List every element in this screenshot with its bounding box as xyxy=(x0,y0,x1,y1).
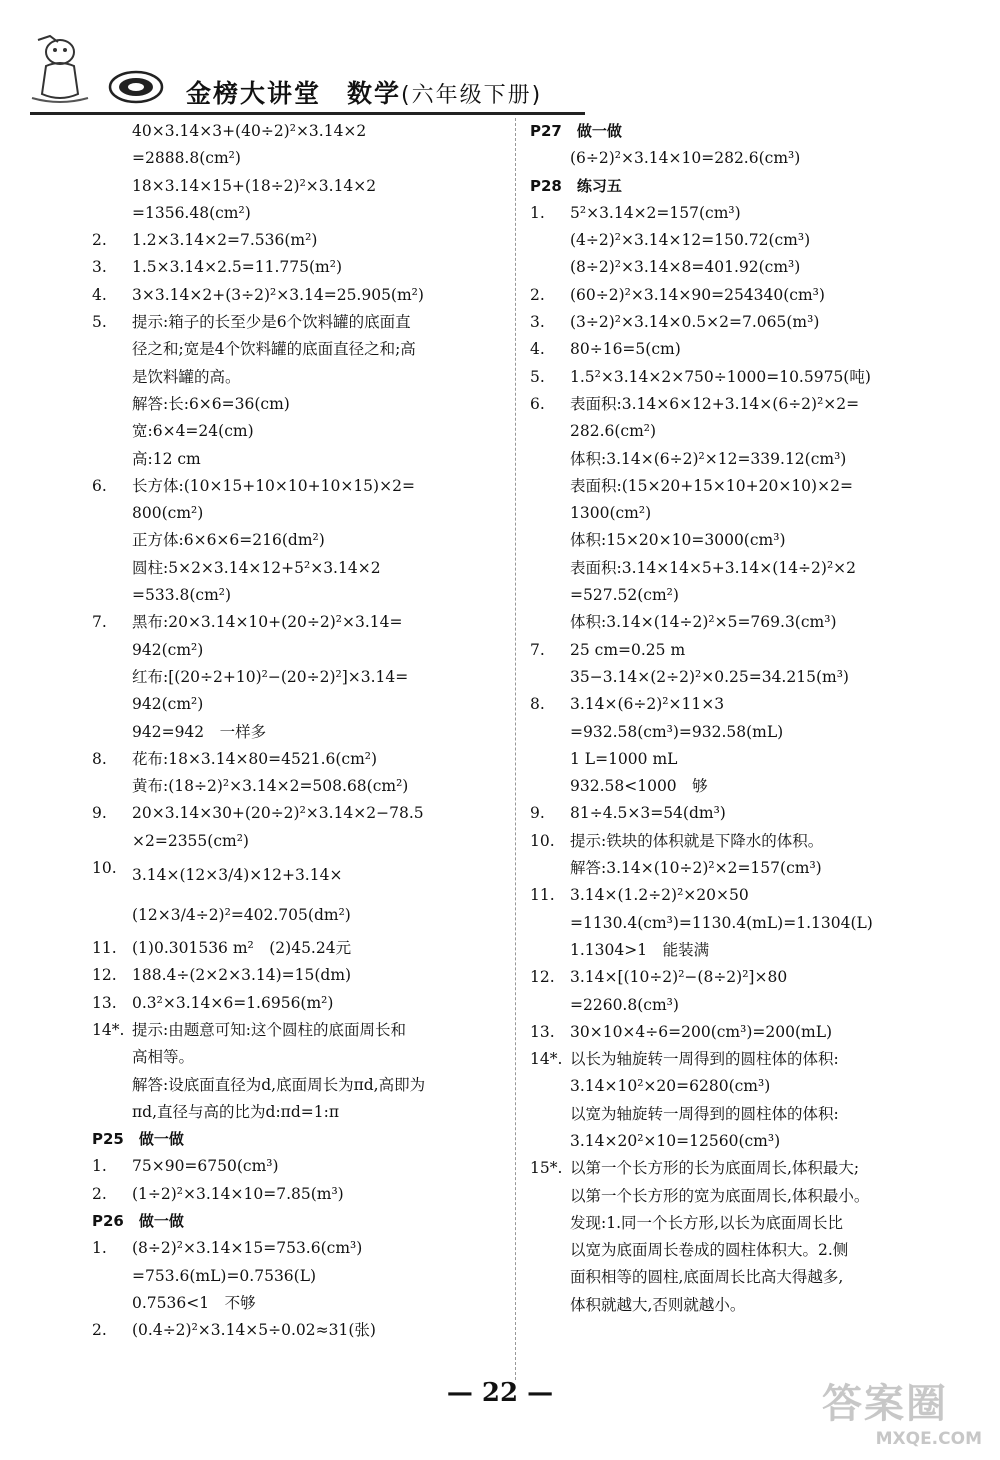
answer-line: 花布:18×3.14×80=4521.6(cm²) xyxy=(132,749,378,768)
answer-item xyxy=(92,800,504,855)
answer-item xyxy=(530,336,942,363)
section-page: P28 xyxy=(530,176,562,195)
item-number: 7. xyxy=(530,640,545,659)
answer-line: 3.14×20²×10=12560(cm³) xyxy=(570,1131,781,1150)
item-number: 1. xyxy=(530,203,545,222)
item-number: 3. xyxy=(92,258,107,277)
item-number: 4. xyxy=(530,340,545,359)
answer-item xyxy=(530,1019,942,1046)
answer-line: 1300(cm²) xyxy=(570,504,652,523)
section-heading xyxy=(92,1208,504,1235)
item-number: 1. xyxy=(92,1239,107,1258)
answer-line: 发现:1.同一个长方形,以长为底面周长比 xyxy=(570,1213,843,1232)
watermark-logo-text: 答案圈 xyxy=(822,1381,948,1427)
left-column xyxy=(92,118,504,1344)
section-page: P27 xyxy=(530,122,562,140)
answer-line: =2260.8(cm³) xyxy=(570,995,679,1014)
answer-line: =753.6(mL)=0.7536(L) xyxy=(132,1266,317,1285)
answer-item xyxy=(92,609,504,745)
answer-item xyxy=(92,118,504,227)
answer-line: (1)0.301536 m² (2)45.24元 xyxy=(132,939,352,958)
answer-item xyxy=(92,935,504,962)
item-number: 13. xyxy=(530,1022,555,1041)
answer-line: 932.58<1000 够 xyxy=(570,777,708,796)
item-number: 5. xyxy=(530,367,545,386)
item-number: 8. xyxy=(530,695,545,714)
answer-line: =1356.48(cm²) xyxy=(132,203,251,222)
header-title xyxy=(186,74,542,110)
answer-line: 3.14×10²×20=6280(cm³) xyxy=(570,1077,771,1096)
answer-item xyxy=(530,800,942,827)
answer-line: =932.58(cm³)=932.58(mL) xyxy=(570,722,784,741)
answer-line: 35−3.14×(2÷2)²×0.25=34.215(m³) xyxy=(570,667,849,686)
answer-line: =533.8(cm²) xyxy=(132,586,232,605)
answer-item xyxy=(530,200,942,282)
answer-line: 1.2×3.14×2=7.536(m²) xyxy=(132,231,318,250)
answer-line: 圆柱:5×2×3.14×12+5²×3.14×2 xyxy=(132,558,381,577)
item-number: 2. xyxy=(530,285,545,304)
answer-item xyxy=(92,962,504,989)
answer-line: 1.1304>1 能装满 xyxy=(570,940,710,959)
item-number: 15*. xyxy=(530,1159,563,1178)
answer-item xyxy=(530,964,942,1019)
header-rule xyxy=(30,112,585,115)
answer-item xyxy=(92,746,504,801)
answer-item xyxy=(530,364,942,391)
item-number: 10. xyxy=(92,859,117,878)
answer-line: (4÷2)²×3.14×12=150.72(cm³) xyxy=(570,231,811,250)
grade-label: (六年级下册) xyxy=(401,83,543,108)
answer-line: (12×3/4÷2)²=402.705(dm²) xyxy=(132,906,351,925)
answer-line: 81÷4.5×3=54(dm³) xyxy=(570,804,726,823)
answer-line: 高相等。 xyxy=(132,1048,195,1067)
answer-item xyxy=(92,1235,504,1317)
answer-item xyxy=(92,309,504,473)
item-number: 2. xyxy=(92,1184,107,1203)
answer-line: 黄布:(18÷2)²×3.14×2=508.68(cm²) xyxy=(132,777,409,796)
section-heading xyxy=(92,1126,504,1153)
item-number: 10. xyxy=(530,831,555,850)
item-number: 8. xyxy=(92,749,107,768)
answer-line: 黑布:20×3.14×10+(20÷2)²×3.14= xyxy=(132,613,403,632)
section-page: P25 xyxy=(92,1130,124,1149)
answer-line: =1130.4(cm³)=1130.4(mL)=1.1304(L) xyxy=(570,913,873,932)
section-page: P26 xyxy=(92,1211,124,1230)
section-title: 做一做 xyxy=(138,1130,184,1149)
answer-line: 0.3²×3.14×6=1.6956(m²) xyxy=(132,993,334,1012)
item-number: 2. xyxy=(92,231,107,250)
answer-line: 942(cm²) xyxy=(132,695,204,714)
answer-line: (60÷2)²×3.14×90=254340(cm³) xyxy=(570,285,825,304)
answer-line: 表面积:(15×20+15×10+20×10)×2= xyxy=(570,476,853,495)
answer-line: 表面积:3.14×6×12+3.14×(6÷2)²×2= xyxy=(570,394,860,413)
answer-line: 3.14×[(10÷2)²−(8÷2)²]×80 xyxy=(570,968,788,987)
page-header xyxy=(0,0,1000,110)
answer-line: 提示:铁块的体积就是下降水的体积。 xyxy=(570,831,824,850)
answer-line: 以长为轴旋转一周得到的圆柱体的体积: xyxy=(570,1050,839,1069)
item-number: 14*. xyxy=(92,1020,125,1039)
item-number: 6. xyxy=(530,394,545,413)
watermark xyxy=(822,1372,982,1452)
answer-line: 宽:6×4=24(cm) xyxy=(132,422,254,441)
answer-line: 长方体:(10×15+10×10+10×15)×2= xyxy=(132,476,415,495)
watermark-url: MXQE.COM xyxy=(875,1429,982,1449)
logo-icon xyxy=(108,70,164,104)
answer-line: 80÷16=5(cm) xyxy=(570,340,681,359)
item-number: 1. xyxy=(92,1157,107,1176)
answer-item xyxy=(530,309,942,336)
item-number: 5. xyxy=(92,313,107,332)
answer-line: 20×3.14×30+(20÷2)²×3.14×2−78.5 xyxy=(132,804,424,823)
answer-line: 体积:15×20×10=3000(cm³) xyxy=(570,531,786,550)
section-title: 做一做 xyxy=(576,122,622,140)
answer-item xyxy=(92,1317,504,1344)
answer-line: 体积就越大,否则就越小。 xyxy=(570,1295,746,1314)
answer-line: 高:12 cm xyxy=(132,449,201,468)
answer-line: 是饮料罐的高。 xyxy=(132,367,241,386)
answer-line: 30×10×4÷6=200(cm³)=200(mL) xyxy=(570,1022,833,1041)
answer-line: 面积相等的圆柱,底面周长比高大得越多, xyxy=(570,1268,844,1287)
answer-line: 188.4÷(2×2×3.14)=15(dm) xyxy=(132,966,352,985)
answer-line: 942=942 一样多 xyxy=(132,722,267,741)
item-number: 11. xyxy=(92,939,117,958)
item-number: 2. xyxy=(92,1321,107,1340)
answer-item xyxy=(530,391,942,637)
answer-line: 5²×3.14×2=157(cm³) xyxy=(570,203,741,222)
page-number: — 22 — xyxy=(446,1378,554,1408)
answer-line: πd,直径与高的比为d:πd=1:π xyxy=(132,1102,340,1121)
answer-line: 解答:设底面直径为d,底面周长为πd,高即为 xyxy=(132,1075,426,1094)
answer-line: 以宽为轴旋转一周得到的圆柱体的体积: xyxy=(570,1104,839,1123)
brand-name: 金榜大讲堂 xyxy=(186,79,322,108)
answer-line: 以宽为底面周长卷成的圆柱体积大。2.侧 xyxy=(570,1241,849,1260)
answer-line: 3.14×(1.2÷2)²×20×50 xyxy=(570,886,749,905)
answer-line: ×2=2355(cm²) xyxy=(132,831,249,850)
answer-line: 3×3.14×2+(3÷2)²×3.14=25.905(m²) xyxy=(132,285,424,304)
answer-line: 18×3.14×15+(18÷2)²×3.14×2 xyxy=(132,176,377,195)
answer-line: 800(cm²) xyxy=(132,504,204,523)
answer-line: 解答:3.14×(10÷2)²×2=157(cm³) xyxy=(570,859,822,878)
answer-item xyxy=(530,882,942,964)
item-number: 12. xyxy=(92,966,117,985)
answer-line: 1.5×3.14×2.5=11.775(m²) xyxy=(132,258,343,277)
answer-line: (8÷2)²×3.14×8=401.92(cm³) xyxy=(570,258,801,277)
item-number: 7. xyxy=(92,613,107,632)
answer-line: 体积:3.14×(6÷2)²×12=339.12(cm³) xyxy=(570,449,847,468)
answer-line: 以第一个长方形的宽为底面周长,体积最小。 xyxy=(570,1186,870,1205)
item-number: 3. xyxy=(530,313,545,332)
section-heading xyxy=(530,118,942,145)
item-number: 9. xyxy=(530,804,545,823)
section-title: 做一做 xyxy=(138,1211,184,1230)
item-number: 13. xyxy=(92,993,117,1012)
answer-line: 红布:[(20÷2+10)²−(20÷2)²]×3.14= xyxy=(132,667,409,686)
answer-line: 282.6(cm²) xyxy=(570,422,657,441)
answer-line: 以第一个长方形的长为底面周长,体积最大; xyxy=(570,1159,860,1178)
answer-item xyxy=(92,990,504,1017)
section-title: 练习五 xyxy=(576,176,622,195)
answer-line: =527.52(cm²) xyxy=(570,586,679,605)
right-column xyxy=(530,118,942,1319)
answer-item xyxy=(92,1017,504,1126)
answer-item xyxy=(530,1046,942,1155)
subject-name: 数学 xyxy=(347,79,402,108)
answer-line: 解答:长:6×6=36(cm) xyxy=(132,394,290,413)
answer-line: 3.14×(12×3/4)×12+3.14× xyxy=(132,866,343,885)
item-number: 12. xyxy=(530,968,555,987)
answer-item xyxy=(92,1153,504,1180)
answer-line: (8÷2)²×3.14×15=753.6(cm³) xyxy=(132,1239,363,1258)
answer-item xyxy=(92,1181,504,1208)
answer-line: (6÷2)²×3.14×10=282.6(cm³) xyxy=(570,149,801,168)
answer-line: 提示:由题意可知:这个圆柱的底面周长和 xyxy=(132,1020,406,1039)
answer-line: 体积:3.14×(14÷2)²×5=769.3(cm³) xyxy=(570,613,837,632)
item-number: 9. xyxy=(92,804,107,823)
column-divider xyxy=(515,118,516,1380)
answer-line: 75×90=6750(cm³) xyxy=(132,1157,279,1176)
answer-line: 40×3.14×3+(40÷2)²×3.14×2 xyxy=(132,122,367,140)
answer-item xyxy=(530,637,942,692)
answer-item xyxy=(530,691,942,800)
answer-line: 0.7536<1 不够 xyxy=(132,1293,256,1312)
item-number: 14*. xyxy=(530,1050,563,1069)
item-number: 6. xyxy=(92,476,107,495)
answer-item xyxy=(92,254,504,281)
answer-item xyxy=(530,828,942,883)
answer-line: 提示:箱子的长至少是6个饮料罐的底面直 xyxy=(132,313,411,332)
answer-item xyxy=(92,282,504,309)
answer-item xyxy=(92,473,504,609)
answer-line: 表面积:3.14×14×5+3.14×(14÷2)²×2 xyxy=(570,558,857,577)
answer-line: =2888.8(cm²) xyxy=(132,149,241,168)
answer-item xyxy=(530,282,942,309)
answer-line: (1÷2)²×3.14×10=7.85(m³) xyxy=(132,1184,344,1203)
answer-line: 1.5²×3.14×2×750÷1000=10.5975(吨) xyxy=(570,367,871,386)
answer-item xyxy=(92,227,504,254)
answer-item xyxy=(92,855,504,935)
answer-line: 径之和;宽是4个饮料罐的底面直径之和;高 xyxy=(132,340,416,359)
answer-line: (0.4÷2)²×3.14×5÷0.02≈31(张) xyxy=(132,1321,376,1340)
answer-line: 942(cm²) xyxy=(132,640,204,659)
item-number: 4. xyxy=(92,285,107,304)
answer-item xyxy=(530,1155,942,1319)
answer-line: (3÷2)²×3.14×0.5×2=7.065(m³) xyxy=(570,313,820,332)
answer-line: 3.14×(6÷2)²×11×3 xyxy=(570,695,725,714)
answer-line: 1 L=1000 mL xyxy=(570,749,678,768)
section-heading xyxy=(530,173,942,200)
mascot-icon xyxy=(28,32,92,106)
answer-line: 25 cm=0.25 m xyxy=(570,640,686,659)
answer-line: 正方体:6×6×6=216(dm²) xyxy=(132,531,325,550)
answer-item xyxy=(530,145,942,172)
item-number: 11. xyxy=(530,886,555,905)
